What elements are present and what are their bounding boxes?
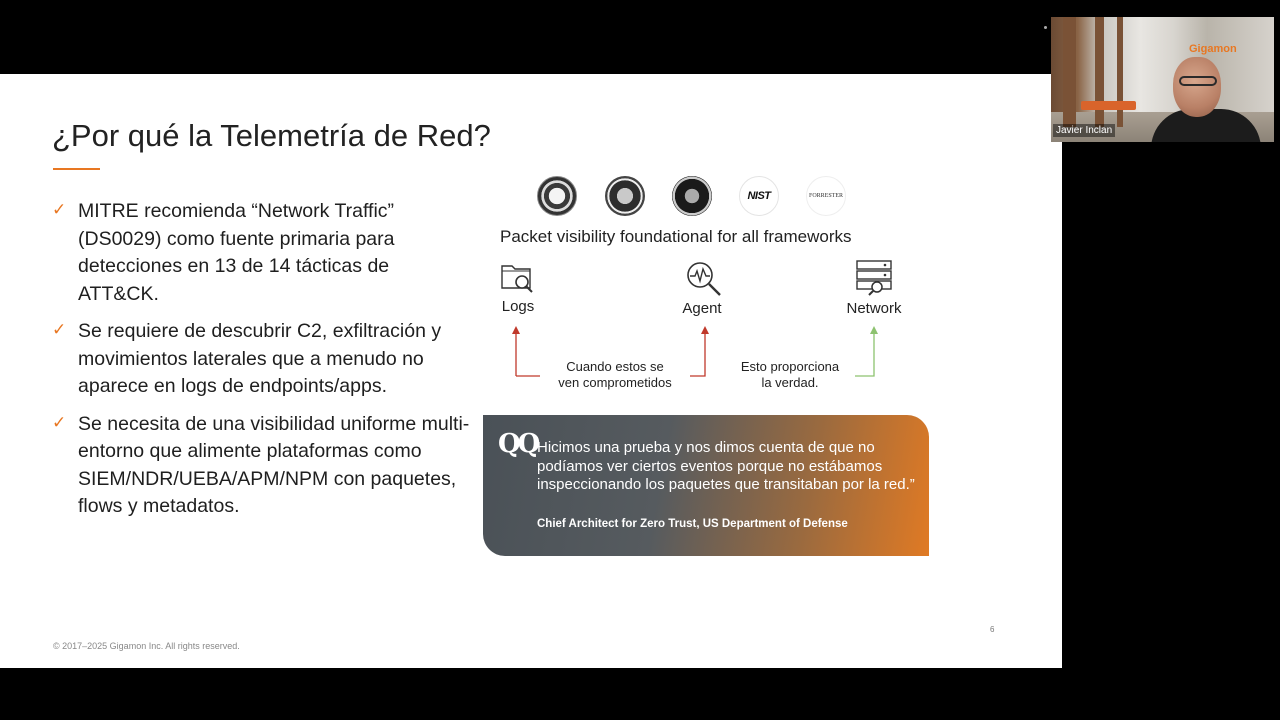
forrester-logo: FORRESTER: [806, 176, 846, 216]
dod-seal-logo: [537, 176, 577, 216]
video-brand-logo: Gigamon: [1189, 43, 1237, 55]
video-pillar: [1063, 17, 1076, 127]
copyright-text: © 2017–2025 Gigamon Inc. All rights reserved.: [53, 641, 240, 651]
page-number: 6: [990, 625, 995, 634]
server-search-icon: [855, 260, 893, 296]
checkmark-icon: ✓: [52, 412, 67, 433]
bullet-text: MITRE recomienda “Network Traffic” (DS0029) como fuente primaria para detecciones en 13 de 14 tácticas de ATT&CK.: [78, 200, 395, 305]
folder-search-icon: [500, 260, 536, 294]
agency-seal-logo: [605, 176, 645, 216]
truth-note-line1: Esto proporciona: [740, 359, 840, 374]
agent-source: [684, 260, 724, 317]
participant-name: Javier Inclan: [1053, 124, 1115, 137]
nist-logo: NIST: [739, 176, 779, 216]
federal-seal-logo: [672, 176, 712, 216]
participant-glasses: [1179, 76, 1217, 86]
quote-mark-icon: QQ: [498, 429, 538, 459]
participant-head: [1173, 57, 1221, 117]
presentation-slide: [0, 74, 1062, 668]
bullet-item: [52, 318, 472, 401]
video-pillar: [1095, 17, 1104, 127]
frameworks-heading: Packet visibility foundational for all frameworks: [500, 227, 852, 246]
quote-box: [483, 415, 929, 556]
bullet-text: Se requiere de descubrir C2, exfiltración y movimientos laterales que a menudo no aparece en logs de endpoints/apps.: [78, 320, 442, 397]
magnifier-pulse-icon: [684, 260, 724, 296]
agent-label: Agent: [682, 300, 722, 317]
bullet-text: Se necesita de una visibilidad uniforme multi-entorno que alimente plataformas como SIEM/NDR/UEBA/APM/NPM con paquetes, flows y metadatos.: [78, 412, 470, 517]
truth-note: [726, 359, 854, 391]
status-dot: [1044, 26, 1047, 29]
checkmark-icon: ✓: [52, 320, 67, 340]
truth-note-line2: la verdad.: [761, 375, 819, 390]
bullet-item: [52, 411, 472, 521]
checkmark-icon: ✓: [52, 200, 67, 220]
video-chairs: [1081, 101, 1136, 110]
logs-label: Logs: [501, 298, 535, 315]
quote-author: Chief Architect for Zero Trust, US Department of Defense: [537, 518, 848, 530]
compromised-note: [545, 359, 685, 391]
bullet-list: [52, 198, 472, 531]
network-source: [842, 260, 906, 317]
compromised-note-line2: ven comprometidos: [558, 375, 672, 390]
title-underline: [53, 168, 100, 170]
logs-source: [500, 260, 536, 315]
participant-video-tile[interactable]: [1051, 17, 1274, 142]
video-pillar: [1117, 17, 1123, 127]
bullet-item: [52, 198, 472, 308]
compromised-note-line1: Cuando estos se: [566, 359, 664, 374]
slide-title: ¿Por qué la Telemetría de Red?: [52, 118, 491, 153]
quote-text: Hicimos una prueba y nos dimos cuenta de que no podíamos ver ciertos eventos porque no estábamos inspeccionando los paquetes que transitaban por la red.”: [537, 439, 915, 493]
framework-logos: [537, 176, 857, 218]
network-label: Network: [846, 300, 902, 317]
